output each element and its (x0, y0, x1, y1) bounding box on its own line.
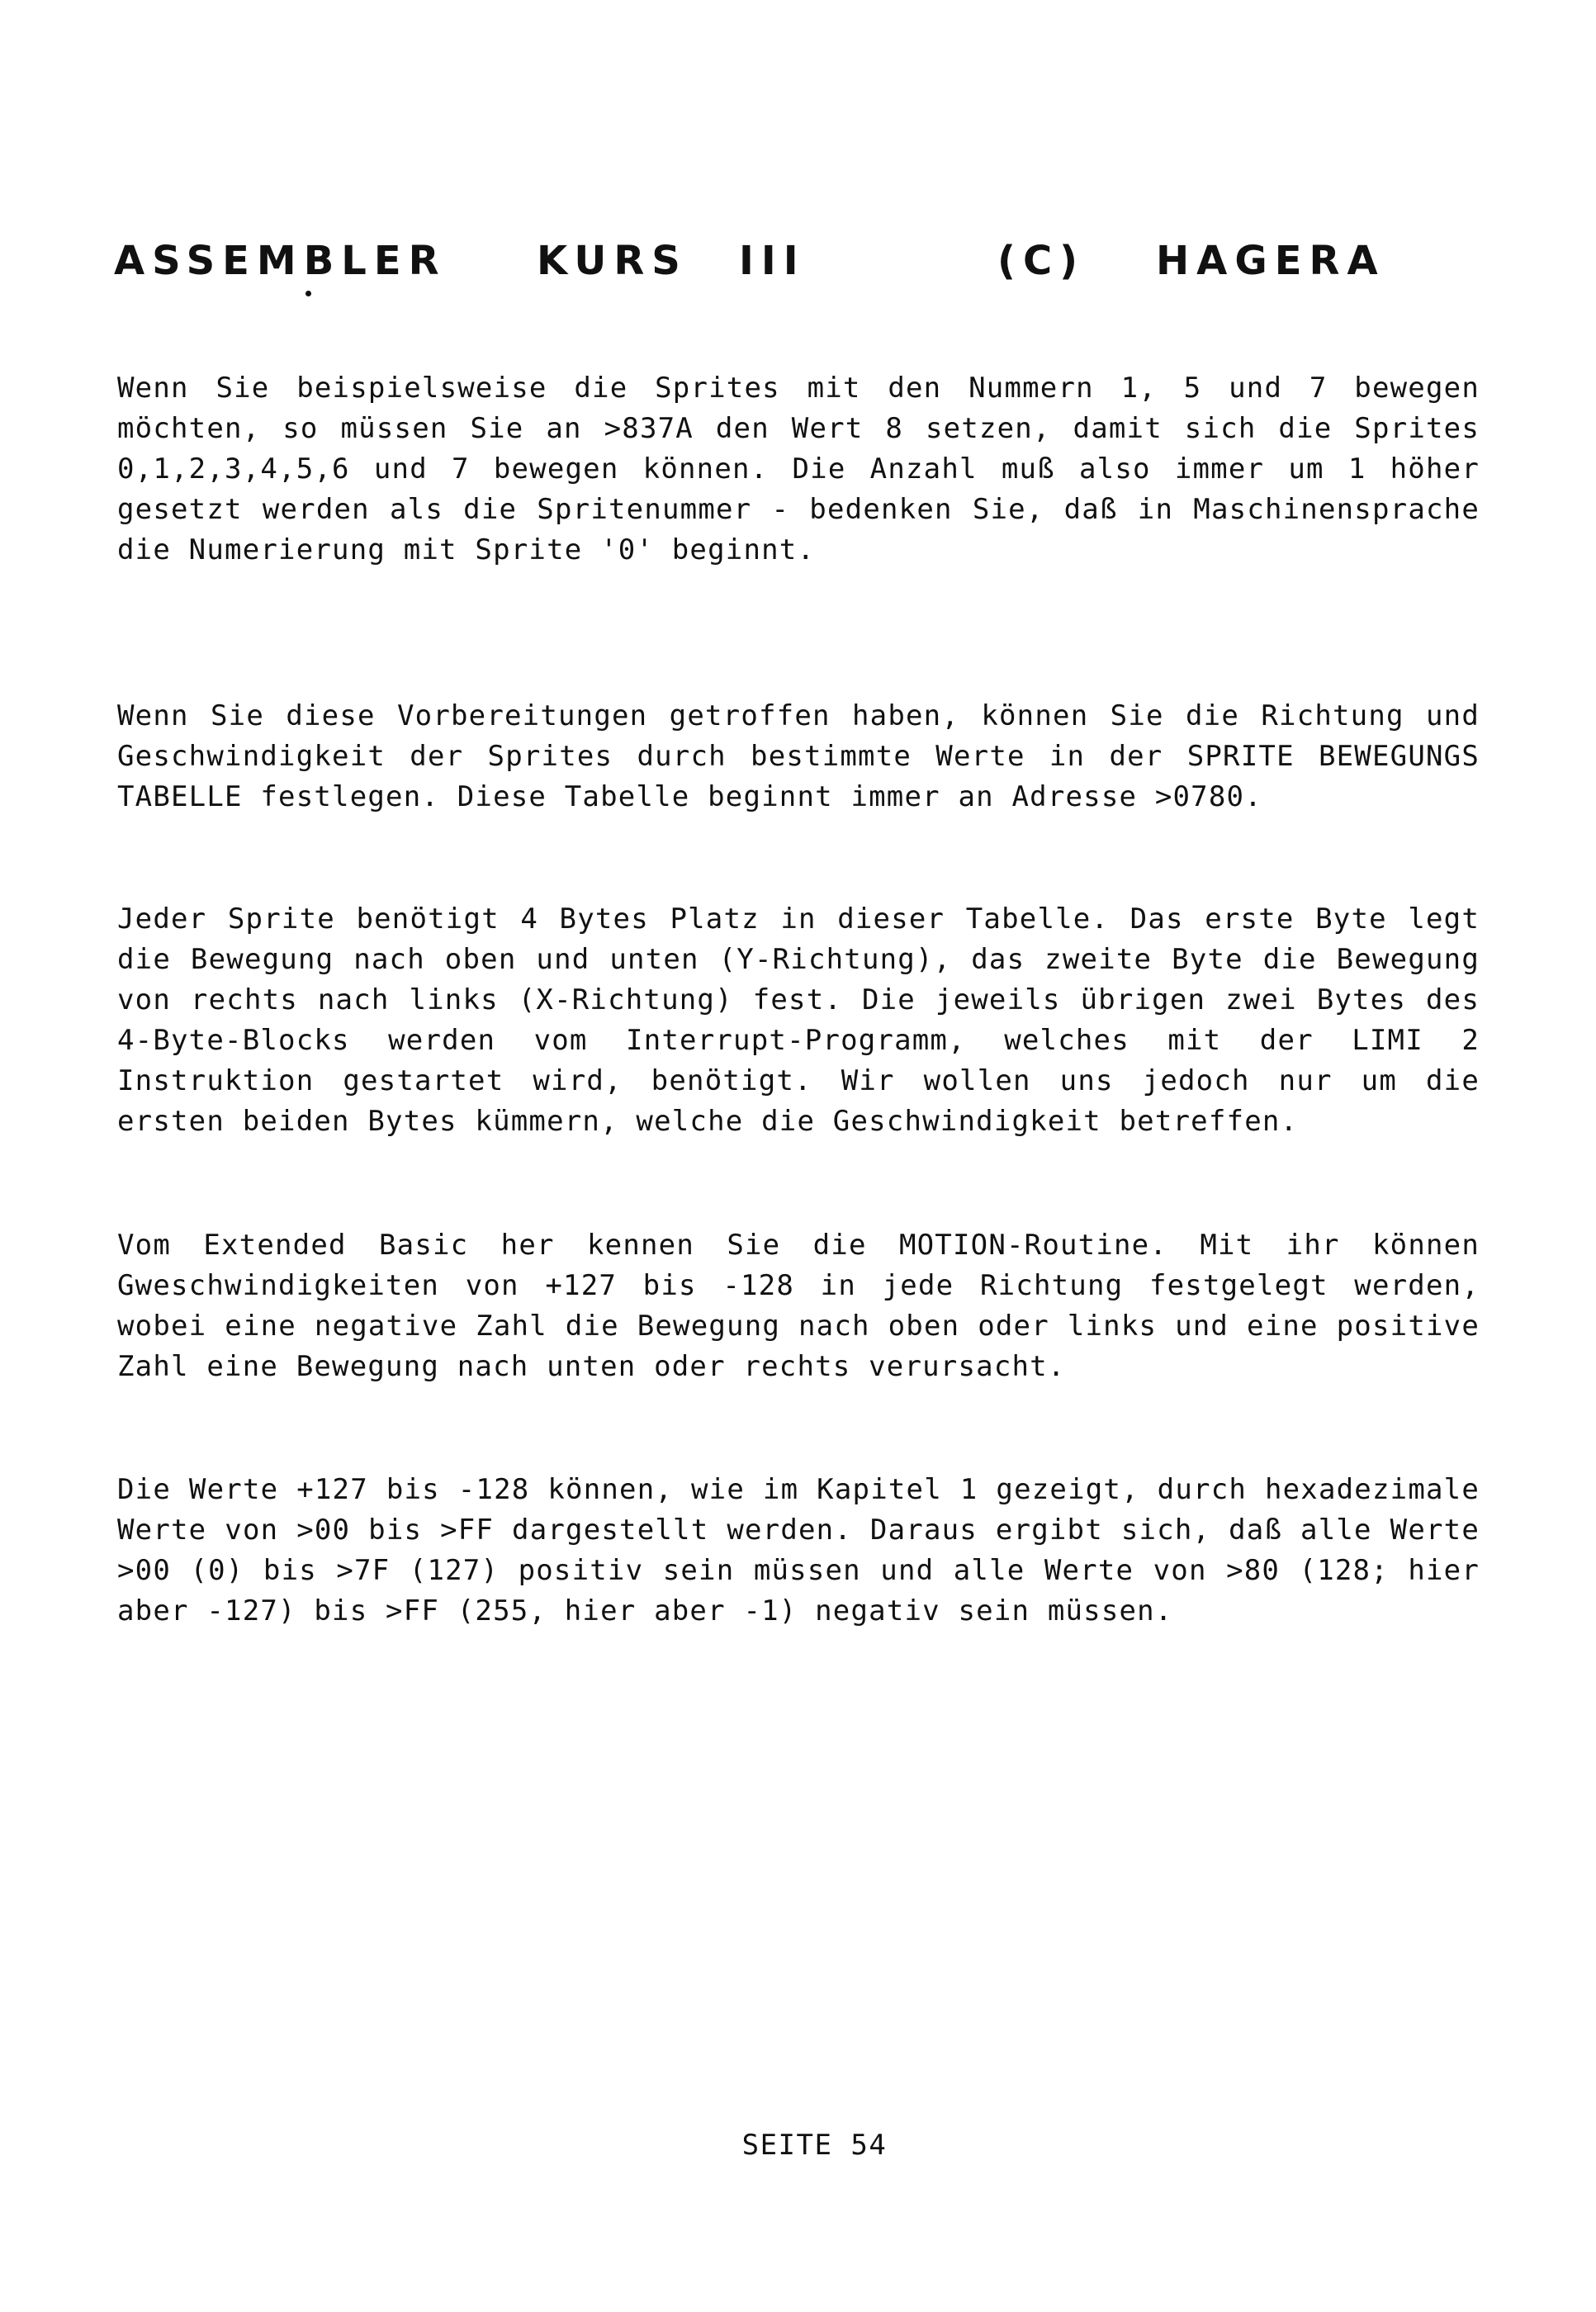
header-author: HAGERA (1156, 238, 1385, 284)
paragraph-bytes-per-sprite: Jeder Sprite benötigt 4 Bytes Platz in dieser Tabelle. Das erste Byte legt die Bewegung nach oben und unten (Y-Richtung), das zweite Byte die Bewegung von rechts nach links (X-Richtung) fest. Die jeweils übrigen zwei Bytes des 4-Byte-Blocks werden vom Interrupt-Programm, welches mit der LIMI 2 Instruktion gestartet wird, benötigt. Wir wollen uns jedoch nur um die ersten beiden Bytes kümmern, welche die Geschwindigkeit betreffen. (117, 903, 1480, 1138)
header-kurs: KURS (537, 238, 688, 284)
paragraph-hex-values: Die Werte +127 bis -128 können, wie im Kapitel 1 gezeigt, durch hexadezimale Werte von >00 bis >FF dargestellt werden. Daraus ergibt sich, daß alle Werte >00 (0) bis >7F (127) positiv sein müssen und alle Werte von >80 (128; hier aber -127) bis >FF (255, hier aber -1) negativ sein müssen. (117, 1473, 1480, 1627)
ink-speck (305, 291, 311, 296)
paragraph-motion-routine: Vom Extended Basic her kennen Sie die MOTION-Routine. Mit ihr können Gweschwindigkeiten von +127 bis -128 in jede Richtung festgelegt werden, wobei eine negative Zahl die Bewegung nach oben oder links und eine positive Zahl eine Bewegung nach unten oder rechts verursacht. (117, 1229, 1480, 1383)
page-footer (0, 2129, 1596, 2162)
paragraph-sprite-table: Wenn Sie diese Vorbereitungen getroffen haben, können Sie die Richtung und Geschwindigkeit der Sprites durch bestimmte Werte in der SPRITE BEWEGUNGS TABELLE festlegen. Diese Tabelle beginnt immer an Adresse >0780. (117, 699, 1480, 813)
header-copyright-mark: (C) (997, 238, 1086, 284)
page-number: SEITE 54 (741, 2129, 888, 2162)
header-roman-numeral: III (739, 238, 806, 284)
header-title: ASSEMBLER (114, 238, 447, 284)
paragraph-sprite-numbers: Wenn Sie beispielsweise die Sprites mit den Nummern 1, 5 und 7 bewegen möchten, so müssen Sie an >837A den Wert 8 setzen, damit sich die Sprites 0,1,2,3,4,5,6 und 7 bewegen können. Die Anzahl muß also immer um 1 höher gesetzt werden als die Spritenummer - bedenken Sie, daß in Maschinensprache die Numerierung mit Sprite '0' beginnt. (117, 372, 1480, 566)
page-header (114, 238, 1402, 296)
